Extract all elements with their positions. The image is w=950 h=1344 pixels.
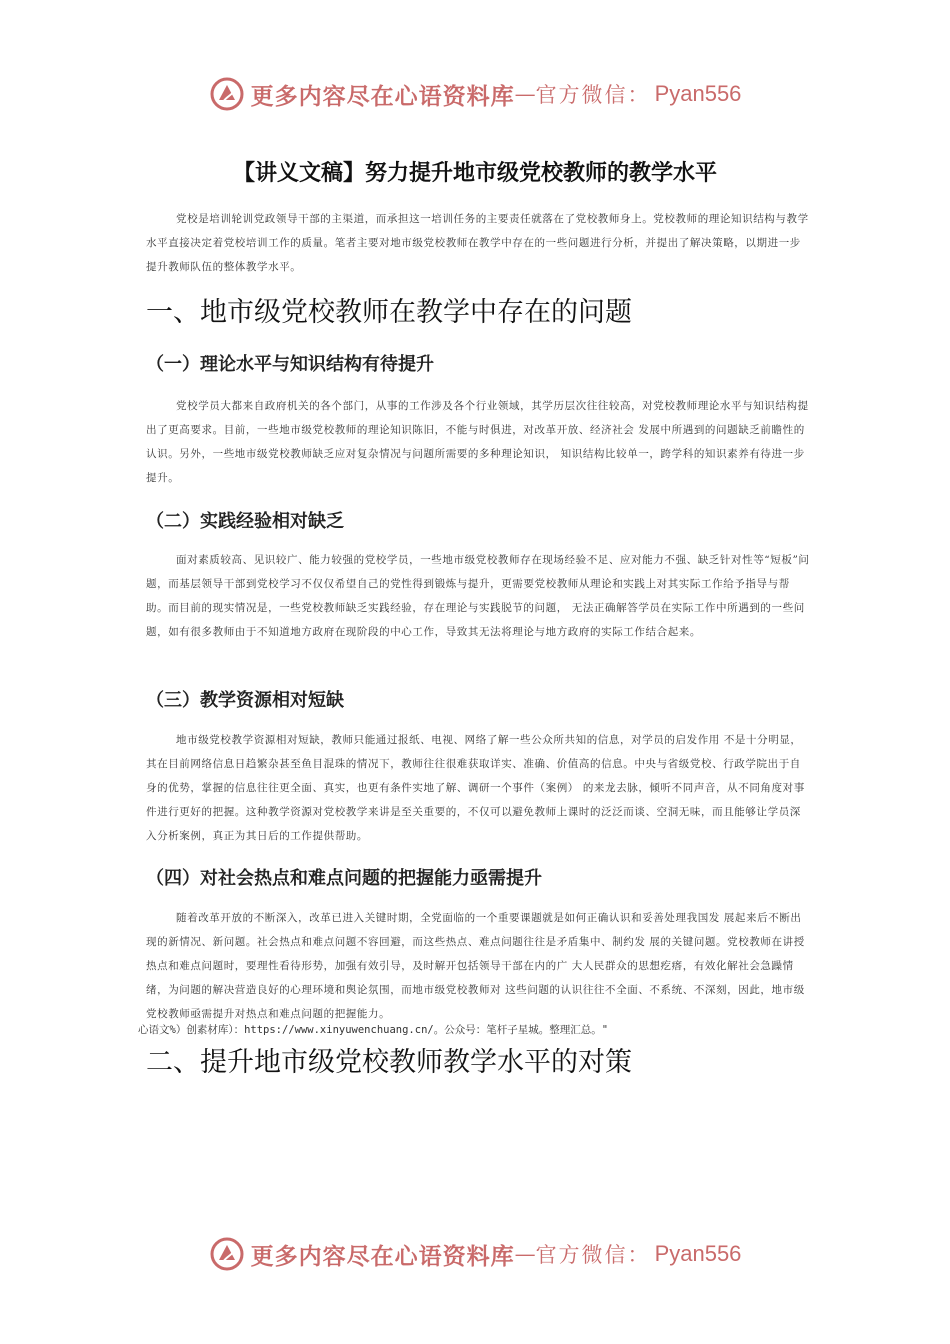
subsection-3-body: 地市级党校教学资源相对短缺，教师只能通过报纸、电视、网络了解一些公众所共知的信息，对学员的启发作用 不是十分明显，其在目前网络信息日趋繁杂甚至鱼目混珠的情况下，教师往往很难获取详实、准确、价值高的信息。中央与省级党校、行政学院出于自身的优势，掌握的信息往往更全面、真实，也更有条件实地了解、调研一个事件（案例） 的来龙去脉，倾听不同声音，从不同角度对事件进行更好的把握。这种教学资源对党校教学来讲是至关重要的，不仅可以避免教师上课时的泛泛而谈、空洞无味，而且能够让学员深入分析案例，真正为其日后的工作提供帮助。	[146, 734, 805, 842]
logo-icon	[209, 76, 245, 112]
subsection-1-heading: （一）理论水平与知识结构有待提升	[146, 354, 434, 375]
banner-wechat-id: Pyan556	[654, 1241, 742, 1266]
section-2-heading: 二、提升地市级党校教师教学水平的对策	[146, 1047, 632, 1078]
subsection-3-heading: （三）教学资源相对短缺	[146, 690, 344, 711]
banner-separator: —	[514, 1242, 536, 1266]
subsection-2-heading: （二）实践经验相对缺乏	[146, 511, 344, 532]
source-note: 心语文%）创素材库）：https://www.xinyuwenchuang.cn/。公众号：笔杆子星城。整理汇总。"	[138, 1024, 609, 1036]
footer-banner	[0, 1232, 950, 1276]
document-title: 【讲义文稿】努力提升地市级党校教师的教学水平	[232, 160, 717, 186]
intro-paragraph: 党校是培训轮训党政领导干部的主渠道，而承担这一培训任务的主要责任就落在了党校教师身上。党校教师的理论知识结构与教学水平直接决定着党校培训工作的质量。笔者主要对地市级党校教师在教学中存在的一些问题进行分析，并提出了解决策略，以期进一步提升教师队伍的整体教学水平。	[146, 213, 809, 273]
banner-separator: —	[514, 82, 536, 106]
subsection-1-body: 党校学员大都来自政府机关的各个部门，从事的工作涉及各个行业领域，其学历层次往往较高，对党校教师理论水平与知识结构提出了更高要求。目前，一些地市级党校教师的理论知识陈旧，不能与时俱进，对改革开放、经济社会 发展中所遇到的问题缺乏前瞻性的认识。另外，一些地市级党校教师缺乏应对复杂情况与问题所需要的多种理论知识， 知识结构比较单一，跨学科的知识素养有待进一步提升。	[146, 400, 809, 484]
banner-wechat-id: Pyan556	[654, 81, 742, 106]
logo-icon	[209, 1236, 245, 1272]
header-banner	[0, 72, 950, 116]
subsection-4-heading: （四）对社会热点和难点问题的把握能力亟需提升	[146, 868, 542, 889]
section-1-heading: 一、地市级党校教师在教学中存在的问题	[146, 297, 632, 328]
banner-label: 官方微信：	[535, 83, 651, 107]
subsection-4-body: 随着改革开放的不断深入，改革已进入关键时期，全党面临的一个重要课题就是如何正确认识和妥善处理我国发 展起来后不断出现的新情况、新问题。社会热点和难点问题不容回避，而这些热点、难点问题往往是矛盾集中、制约发 展的关键问题。党校教师在讲授热点和难点问题时，要理性看待形势，加强有效引导，及时解开包括领导干部在内的广 大人民群众的思想疙瘩，有效化解社会急躁情绪，为问题的解决营造良好的心理环境和舆论氛围，而地市级党校教师对 这些问题的认识往往不全面、不系统、不深刻，因此，地市级党校教师亟需提升对热点和难点问题的把握能力。	[146, 912, 805, 1020]
banner-main-text: 更多内容尽在心语资料库	[250, 1242, 515, 1270]
subsection-2-body: 面对素质较高、见识较广、能力较强的党校学员，一些地市级党校教师存在现场经验不足、应对能力不强、缺乏针对性等“短板”问题，而基层领导干部到党校学习不仅仅希望自己的党性得到锻炼与提升，更需要党校教师从理论和实践上对其实际工作给予指导与帮助。而目前的现实情况是，一些党校教师缺乏实践经验，存在理论与实践脱节的问题， 无法正确解答学员在实际工作中所遇到的一些问题，如有很多教师由于不知道地方政府在现阶段的中心工作，导致其无法将理论与地方政府的实际工作结合起来。	[146, 554, 810, 638]
banner-main-text: 更多内容尽在心语资料库	[250, 82, 515, 110]
banner-label: 官方微信：	[535, 1243, 651, 1267]
